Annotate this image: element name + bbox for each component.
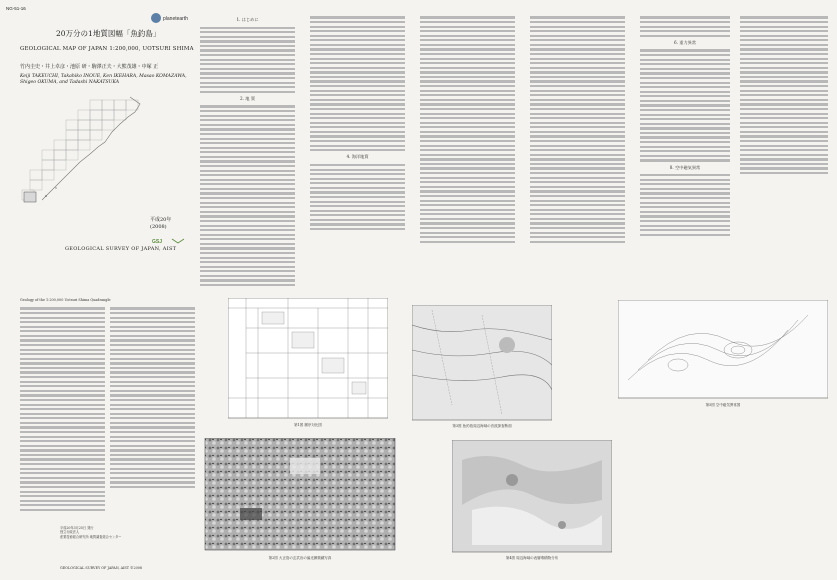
title-japanese: 20万分の1地質図幅「魚釣島」 [56, 29, 161, 38]
stratigraphy-table-figure [228, 298, 388, 431]
svg-text:GSJ: GSJ [152, 239, 163, 245]
english-summary-column-2 [110, 305, 195, 525]
seismic-figure-caption: 第3図 魚釣島周辺海域の音波探査断面 [452, 424, 512, 428]
photomicrograph-figure [200, 438, 400, 563]
english-summary-heading: Geology of the 1:200,000 Uotsuri Shima Quadrangle [20, 298, 111, 302]
seismic-profile-figure [412, 305, 552, 430]
authors-english-line1: Keiji TAKEUCHI, Takahiko INOUE, Ken IKEHARA, Masao KOMAZAWA, [20, 74, 187, 79]
gsj-label: GEOLOGICAL SURVEY OF JAPAN, AIST [65, 246, 177, 252]
magnetic-figure-caption: 第5図 空中磁気異常図 [705, 403, 741, 407]
text-column-5: 6. 重力異常 8. 空中磁気異常 [640, 14, 730, 294]
authors-japanese: 竹内圭史・井上卓彦・池原 研・駒澤正夫・大熊茂雄・中塚 正 [20, 64, 159, 70]
sediment-map-figure [452, 440, 612, 562]
sediment-figure-caption: 第4図 周辺海域の表層堆積物分布 [505, 556, 559, 560]
english-summary-column [20, 305, 105, 525]
publisher-block: 平成20年3月25日 発行 独立行政法人 産業技術総合研究所 地質調査総合センター [60, 526, 122, 539]
issue-date: 平成20年 (2008) [150, 217, 172, 230]
gsj-logo [150, 236, 190, 246]
footer-english: GEOLOGICAL SURVEY OF JAPAN, AIST ©2008 [60, 566, 143, 570]
text-column-2: 4. 海洋地質 [310, 14, 405, 294]
text-column-3 [420, 14, 515, 294]
photo-figure-caption: 第2図 大正島の玄武岩の偏光顕微鏡写真 [268, 556, 332, 560]
table-figure-caption: 第1図 層序対比図 [294, 423, 322, 427]
sheet-code: NG-51-16 [6, 6, 26, 11]
text-column-6 [740, 14, 828, 294]
authors-english-line2: Shigeo OKUMA, and Tadashi NAKATSUKA [20, 80, 120, 85]
magnetic-anomaly-figure [618, 300, 828, 410]
title-english: GEOLOGICAL MAP OF JAPAN 1:200,000, UOTSURI SHIMA [20, 46, 194, 52]
planetearth-logo [150, 11, 194, 25]
text-column-4 [530, 14, 625, 294]
svg-text:planetearth: planetearth [163, 16, 189, 22]
text-column-1: 1. はじめに 2. 地 質 [200, 14, 295, 294]
